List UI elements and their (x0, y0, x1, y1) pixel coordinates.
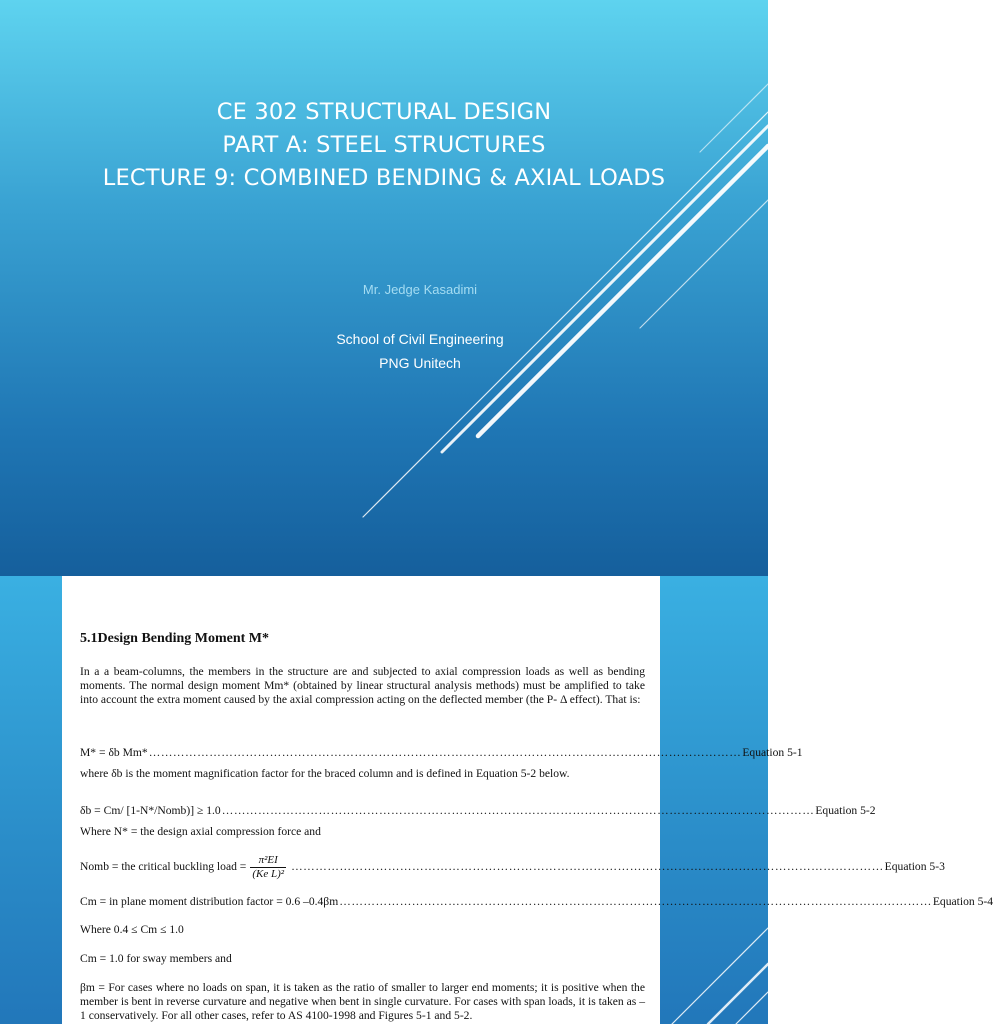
equation-5-3 (80, 852, 945, 882)
diagonal-line (736, 992, 768, 1024)
cm-range-line: Where 0.4 ≤ Cm ≤ 1.0 (80, 923, 184, 936)
equation-5-1 (80, 746, 803, 760)
equation-5-2 (80, 804, 876, 818)
beta-definition-paragraph: βm = For cases where no loads on span, it is taken as the ratio of smaller to larger end moments; it is positive when the member is bent in reverse curvature and negative when bent in single curvature. For cases with span loads, it is taken as –1 conservatively. For all other cases, refer to AS 4100-1998 and Figures 5-1 and 5-2. (80, 981, 645, 1023)
document-page (62, 576, 993, 1024)
diagonal-line (708, 964, 768, 1024)
equation-5-2-note: Where N* = the design axial compression force and (80, 825, 321, 838)
equation-5-4-label: Equation 5-4 (932, 895, 993, 908)
equation-5-3-expression: Nomb = the critical buckling load = (80, 859, 247, 873)
equation-5-2-expression: δb = Cm/ [1-N*/Nomb)] ≥ 1.0 (80, 804, 221, 817)
leader-dots: ………………………………………………………………………………………………………………………………… (291, 859, 884, 873)
fraction-denominator: (Ke L)² (252, 867, 285, 880)
equation-5-4-expression: Cm = in plane moment distribution factor = 0.6 –0.4βm (80, 895, 339, 908)
leader-dots: ………………………………………………………………………………………………………………………………… (339, 895, 932, 908)
slide-title (40, 96, 728, 195)
equation-5-2-label: Equation 5-2 (815, 804, 876, 817)
title-slide (0, 0, 768, 576)
leader-dots: ………………………………………………………………………………………………………………………………… (221, 804, 815, 817)
equation-5-4 (80, 895, 993, 909)
sway-members-line: Cm = 1.0 for sway members and (80, 952, 232, 965)
equation-5-1-expression: M* = δb Mm* (80, 746, 148, 759)
title-line-course: CE 302 STRUCTURAL DESIGN (216, 99, 552, 125)
content-slide (0, 576, 993, 1024)
author-name: Mr. Jedge Kasadimi (362, 282, 478, 297)
equation-5-1-note: where δb is the moment magnification factor for the braced column and is defined in Equation 5-2 below. (80, 767, 570, 780)
title-line-lecture: LECTURE 9: COMBINED BENDING & AXIAL LOADS (102, 165, 666, 191)
fraction-numerator: π²EI (250, 854, 286, 868)
institution-university: PNG Unitech (379, 355, 461, 371)
institution-school: School of Civil Engineering (336, 331, 504, 347)
intro-paragraph: In a a beam-columns, the members in the structure are and subjected to axial compression loads as well as bending moments. The normal design moment Mm* (obtained by linear structural analysis methods) must be amplified to take into account the extra moment caused by the axial compression acting on the deflected member (the P- Δ effect). That is: (80, 665, 645, 707)
section-heading: 5.1Design Bending Moment M* (80, 631, 269, 646)
buckling-load-fraction (250, 854, 286, 881)
diagonal-line (640, 200, 768, 328)
leader-dots: ………………………………………………………………………………………………………………………………… (148, 746, 742, 759)
equation-5-3-label: Equation 5-3 (884, 859, 945, 873)
title-line-part: PART A: STEEL STRUCTURES (222, 132, 546, 158)
diagonal-line (672, 928, 768, 1024)
equation-5-1-label: Equation 5-1 (742, 746, 803, 759)
